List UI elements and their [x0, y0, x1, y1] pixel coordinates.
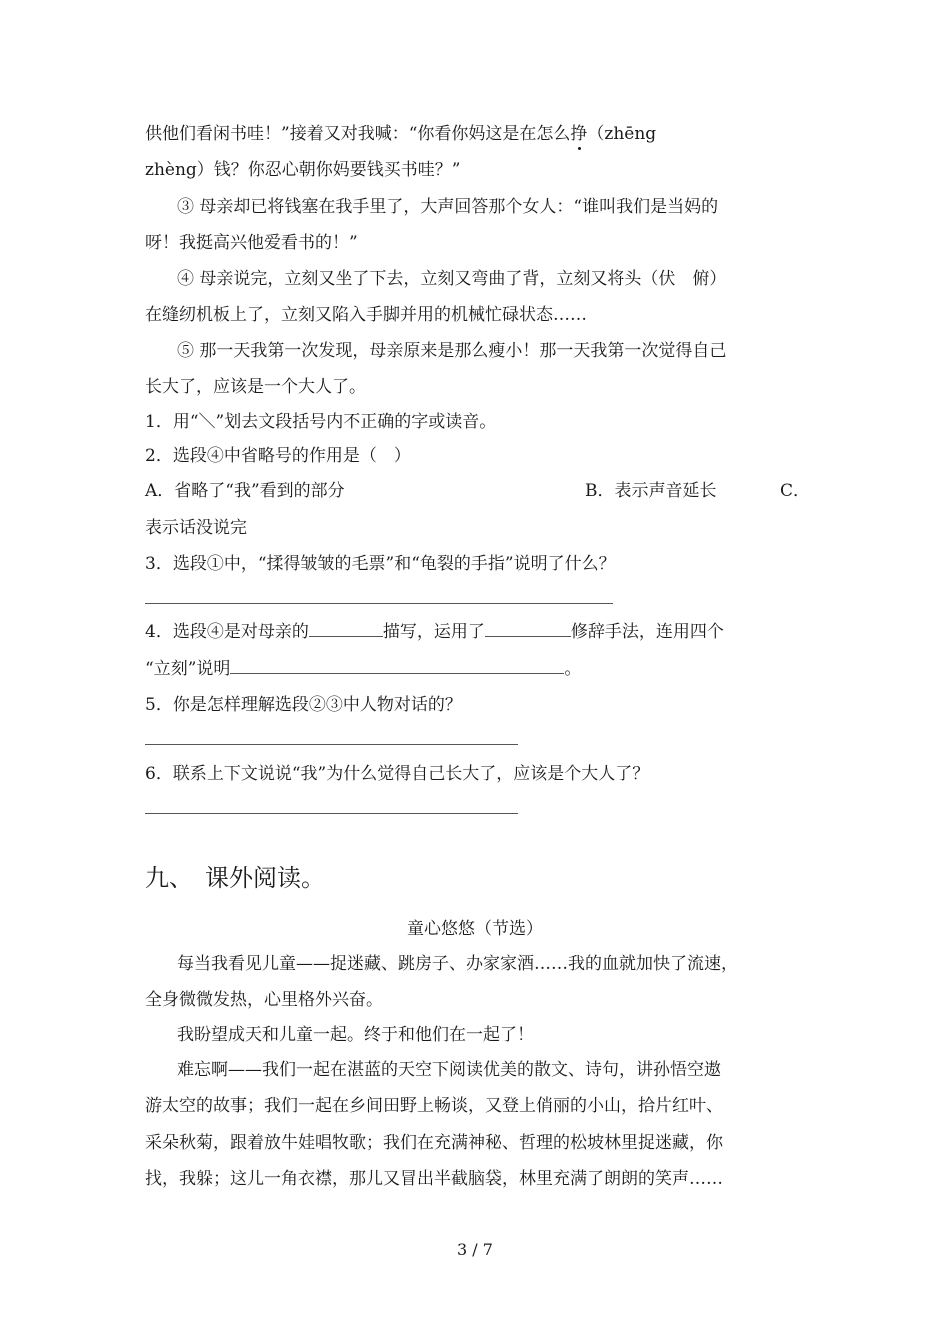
fill-blank: [230, 657, 564, 674]
option-a: A．省略了“我”看到的部分: [145, 481, 345, 501]
passage-line: 在缝纫机板上了，立刻又陷入手脚并用的机械忙碌状态……: [145, 305, 587, 325]
passage-line: 长大了，应该是一个大人了。: [145, 377, 366, 397]
pinyin-text: （zhēng: [587, 124, 657, 144]
answer-line: [145, 603, 613, 604]
article-line: 全身微微发热，心里格外兴奋。: [145, 990, 383, 1010]
article-paragraph-2: 我盼望成天和儿童一起。终于和他们在一起了！: [177, 1025, 534, 1045]
option-c: C．: [779, 481, 810, 501]
text-segment: 4．选段④是对母亲的: [145, 622, 309, 642]
question-5: 5．你是怎样理解选段②③中人物对话的？: [145, 695, 462, 715]
option-b: B．表示声音延长: [585, 481, 717, 501]
text-segment: 。: [564, 659, 582, 679]
question-6: 6．联系上下文说说“我”为什么觉得自己长大了，应该是个大人了？: [145, 764, 650, 784]
question-3: 3．选段①中，“揉得皱皱的毛票”和“龟裂的手指”说明了什么？: [145, 554, 616, 574]
question-2: 2．选段④中省略号的作用是（ ）: [145, 446, 411, 466]
page-number: 3 / 7: [457, 1240, 493, 1259]
passage-line: 呀！我挺高兴他爱看书的！”: [145, 233, 358, 253]
fill-blank: [309, 620, 383, 637]
article-paragraph-3: 难忘啊——我们一起在湛蓝的天空下阅读优美的散文、诗句，讲孙悟空遨: [177, 1060, 721, 1080]
article-paragraph-1: 每当我看见儿童——捉迷藏、跳房子、办家家酒……我的血就加快了流速，: [177, 954, 738, 974]
passage-line: zhèng）钱？你忍心朝你妈要钱买书哇？”: [145, 160, 461, 180]
section-title: 九、 课外阅读。: [145, 864, 325, 892]
text-segment: “立刻”说明: [145, 659, 231, 679]
article-line: 找，我躲；这儿一角衣襟，那儿又冒出半截脑袋，林里充满了朗朗的笑声……: [145, 1169, 723, 1189]
passage-paragraph-4: ④ 母亲说完，立刻又坐了下去，立刻又弯曲了背，立刻又将头（伏 俯）: [177, 269, 727, 289]
answer-line: [145, 744, 518, 745]
option-c-text: 表示话没说完: [145, 518, 247, 538]
article-title: 童心悠悠（节选）: [407, 919, 543, 939]
text-segment: 修辞手法，连用四个: [570, 622, 724, 642]
passage-paragraph-3: ③ 母亲却已将钱塞在我手里了，大声回答那个女人：“谁叫我们是当妈的: [177, 197, 719, 217]
question-2-options: [145, 479, 810, 503]
emphasized-char: 挣: [570, 124, 588, 144]
article-line: 采朵秋菊，跟着放牛娃唱牧歌；我们在充满神秘、哲理的松坡林里捉迷藏，你: [145, 1133, 723, 1153]
answer-line: [145, 813, 518, 814]
passage-paragraph-5: ⑤ 那一天我第一次发现，母亲原来是那么瘦小！那一天我第一次觉得自己: [177, 341, 727, 361]
passage-line: [145, 122, 810, 146]
question-4-line-2: [145, 657, 810, 681]
text-segment: 供他们看闲书哇！”接着又对我喊：“你看你妈这是在怎么: [145, 124, 571, 144]
article-line: 游太空的故事；我们一起在乡间田野上畅谈，又登上俏丽的小山，拾片红叶、: [145, 1096, 723, 1116]
question-4: [145, 620, 810, 644]
question-1: 1．用“＼”划去文段括号内不正确的字或读音。: [145, 412, 497, 432]
text-segment: 描写，运用了: [382, 622, 485, 642]
fill-blank: [485, 620, 571, 637]
